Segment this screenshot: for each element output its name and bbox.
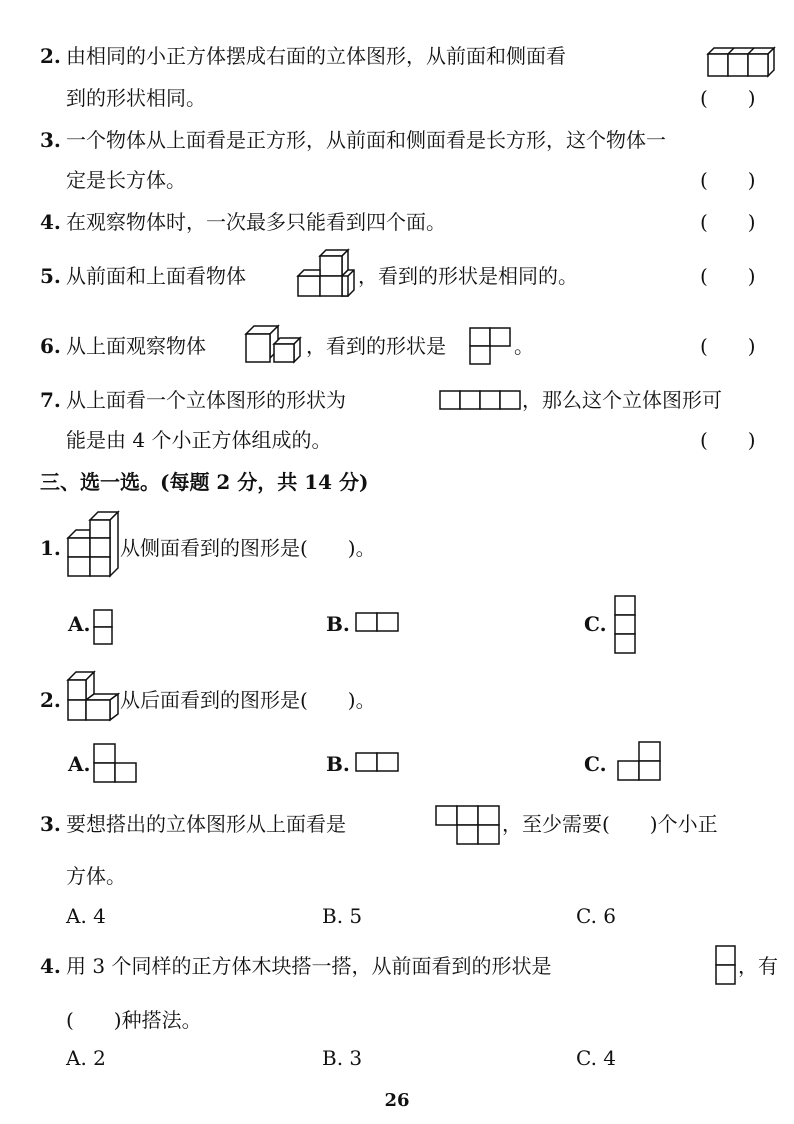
question-text-after: ，至少需要( )个小正	[502, 812, 718, 836]
item-text-cont: 到的形状相同。	[66, 86, 206, 110]
question-number: 2.	[40, 688, 61, 712]
item-number: 5.	[40, 264, 61, 288]
answer-blank[interactable]: ( )	[700, 86, 756, 110]
cube-figure-q5	[294, 248, 356, 302]
option-b[interactable]	[322, 904, 362, 928]
answer-blank[interactable]: ( )	[700, 168, 756, 192]
option-c[interactable]	[584, 612, 607, 636]
option-label: C.	[584, 752, 607, 776]
item-text-after: ，看到的形状是相同的。	[358, 264, 578, 288]
question-number: 3.	[40, 812, 61, 836]
item-text: 在观察物体时，一次最多只能看到四个面。	[66, 210, 446, 234]
answer-blank[interactable]: ( )	[700, 334, 756, 358]
cube-figure-choose-q2	[64, 670, 120, 722]
section-heading: 三、选一选。(每题 2 分，共 14 分)	[40, 470, 369, 494]
item-text: 从前面和上面看物体	[66, 264, 246, 288]
cube-figure-choose-q1	[62, 510, 120, 580]
cube-figure-q2	[706, 44, 778, 80]
item-number: 7.	[40, 388, 61, 412]
option-label: B.	[326, 612, 350, 636]
option-a-shape	[92, 742, 138, 784]
option-c-shape	[612, 594, 638, 656]
page-number: 26	[384, 1090, 410, 1111]
item-text-after: ，那么这个立体图形可	[522, 388, 722, 412]
question-text-after: ，有	[738, 954, 778, 978]
option-label: A.	[68, 752, 91, 776]
front-view-shape-choose-q4	[714, 944, 738, 986]
option-c[interactable]	[576, 1046, 616, 1070]
cube-figure-q6	[244, 322, 304, 366]
question-text: 从侧面看到的图形是( )。	[120, 536, 376, 560]
question-number: 1.	[40, 536, 61, 560]
option-label: C. 6	[576, 904, 617, 928]
option-a[interactable]	[66, 1046, 106, 1070]
answer-blank[interactable]: ( )	[700, 264, 756, 288]
question-text: 从后面看到的图形是( )。	[120, 688, 376, 712]
item-text: 一个物体从上面看是正方形，从前面和侧面看是长方形，这个物体一	[66, 128, 666, 152]
option-label: A. 2	[66, 1046, 106, 1070]
option-c[interactable]	[576, 904, 616, 928]
option-c[interactable]	[584, 752, 607, 776]
item-number: 2.	[40, 44, 61, 68]
option-a[interactable]	[68, 612, 90, 636]
option-label: C.	[584, 612, 607, 636]
item-number: 6.	[40, 334, 61, 358]
answer-blank[interactable]: ( )	[700, 428, 756, 452]
option-label: A.	[68, 612, 91, 636]
top-view-shape-q7	[438, 388, 522, 412]
option-b-shape	[354, 750, 400, 774]
item-text-mid: ，看到的形状是	[306, 334, 446, 358]
option-a[interactable]	[68, 752, 90, 776]
option-c-shape	[616, 740, 662, 782]
top-view-shape-q6	[468, 326, 514, 366]
question-text: 用 3 个同样的正方体木块搭一搭，从前面看到的形状是	[66, 954, 552, 978]
option-label: A. 4	[66, 904, 106, 928]
option-a[interactable]	[66, 904, 106, 928]
item-text-after: 。	[514, 334, 534, 358]
option-b[interactable]	[322, 1046, 362, 1070]
item-text-cont: 能是由 4 个小正方体组成的。	[66, 428, 332, 452]
option-label: B. 5	[322, 904, 363, 928]
answer-blank[interactable]: ( )	[700, 210, 756, 234]
question-text-cont: 方体。	[66, 864, 126, 888]
top-view-shape-choose-q3	[434, 804, 502, 846]
item-text-cont: 定是长方体。	[66, 168, 186, 192]
option-b[interactable]	[326, 752, 350, 776]
option-label: B.	[326, 752, 350, 776]
question-text: 要想搭出的立体图形从上面看是	[66, 812, 346, 836]
item-text: 由相同的小正方体摆成右面的立体图形，从前面和侧面看	[66, 44, 566, 68]
question-text-cont: ( )种搭法。	[66, 1008, 202, 1032]
item-number: 4.	[40, 210, 61, 234]
option-b[interactable]	[326, 612, 350, 636]
item-text: 从上面看一个立体图形的形状为	[66, 388, 346, 412]
option-a-shape	[92, 608, 114, 646]
option-label: B. 3	[322, 1046, 363, 1070]
option-b-shape	[354, 610, 400, 634]
option-label: C. 4	[576, 1046, 617, 1070]
question-number: 4.	[40, 954, 61, 978]
item-text: 从上面观察物体	[66, 334, 206, 358]
item-number: 3.	[40, 128, 61, 152]
